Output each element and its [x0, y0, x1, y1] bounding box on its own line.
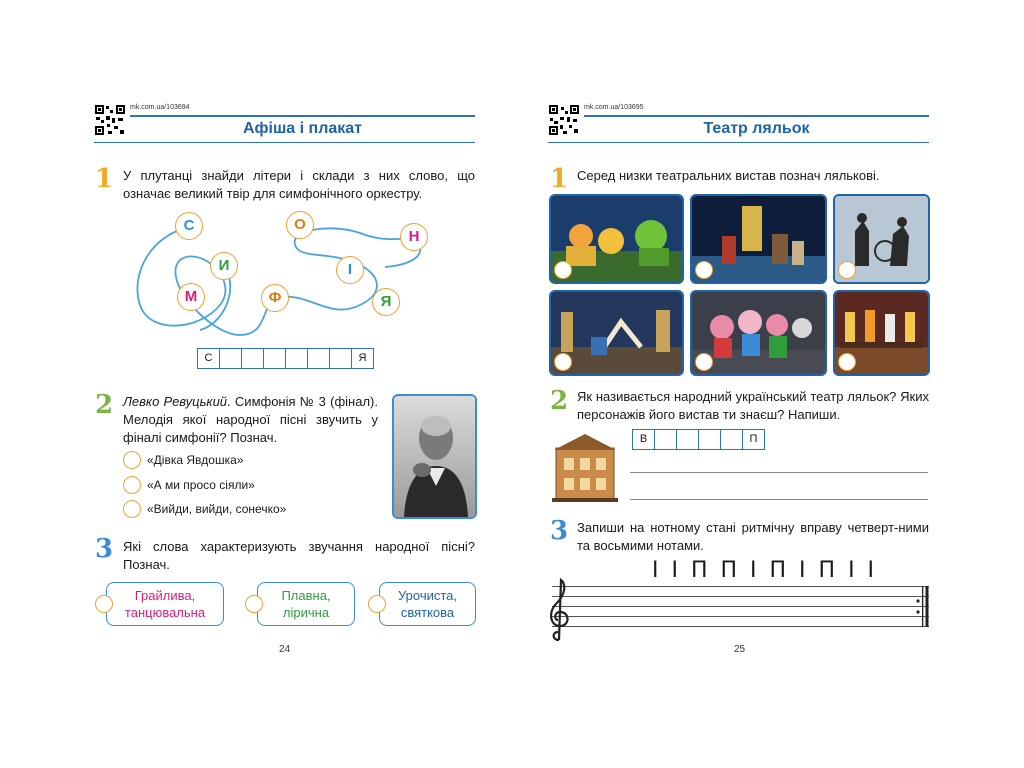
card-line: Плавна, [281, 588, 331, 603]
answer-cell[interactable] [329, 348, 352, 369]
header-line [584, 115, 929, 117]
rhythm-pattern: I I П П I П I П I I [652, 558, 878, 583]
answer-cell[interactable] [698, 429, 721, 450]
theatre-photo [690, 290, 827, 376]
answer-line[interactable] [630, 472, 928, 473]
task-number: 2 [95, 390, 114, 420]
select-circle[interactable] [695, 353, 713, 371]
right-page [512, 0, 1024, 768]
letter-circle: Я [372, 288, 400, 316]
final-barline [916, 586, 930, 628]
option-checkbox[interactable] [368, 595, 386, 613]
staff-line [552, 616, 929, 617]
option-checkbox[interactable] [123, 451, 141, 469]
answer-cell[interactable] [307, 348, 330, 369]
staff-line [552, 606, 929, 607]
option-checkbox[interactable] [95, 595, 113, 613]
option-label: «А ми просо сіяли» [147, 478, 255, 492]
composer-portrait [392, 394, 477, 519]
header-line [94, 142, 475, 143]
letter-circle: І [336, 256, 364, 284]
answer-line[interactable] [630, 499, 928, 500]
header-line [130, 115, 475, 117]
qr-code-icon [548, 104, 580, 136]
card-line: Грайлива, [134, 588, 196, 603]
task-text: Як називається народний український театр ляльок? Яких персонажів його вистав ти знаєш? Напиши. [577, 389, 929, 422]
letter-circle: С [175, 212, 203, 240]
task-number: 2 [550, 386, 569, 416]
qr-url: mk.com.ua/103694 [130, 104, 190, 111]
task-number: 1 [550, 164, 569, 194]
staff-line [552, 626, 929, 627]
letter-circle: Н [400, 223, 428, 251]
card-line: святкова [400, 605, 455, 620]
page-title: Афіша і плакат [242, 120, 363, 137]
letter-circle: М [177, 283, 205, 311]
option-checkbox[interactable] [123, 476, 141, 494]
answer-cell[interactable] [263, 348, 286, 369]
qr-url: mk.com.ua/103695 [584, 104, 644, 111]
task-question: . Симфонія № 3 (фінал). Мелодія якої народної пісні звучить у фіналі симфонії? Познач. [123, 394, 378, 445]
page-number: 25 [734, 644, 746, 655]
select-circle[interactable] [554, 261, 572, 279]
task-number: 3 [550, 516, 569, 546]
card-line: Урочиста, [397, 588, 458, 603]
characteristic-card[interactable] [379, 582, 476, 626]
letter-circle: И [210, 252, 238, 280]
task-number: 1 [95, 164, 114, 194]
answer-cell: В [632, 429, 655, 450]
card-text [380, 583, 475, 621]
puppet-theatre-house-icon [552, 430, 618, 502]
card-text [258, 583, 354, 621]
card-line: лірична [282, 605, 330, 620]
card-text [107, 583, 223, 621]
composer-name: Левко Ревуцький [123, 394, 228, 409]
task-text: У плутанці знайди літери і склади з них слово, що означає великий твір для симфонічного оркестру. [123, 168, 475, 201]
answer-cell: П [742, 429, 765, 450]
treble-clef-icon [544, 576, 574, 642]
answer-cell[interactable] [241, 348, 264, 369]
task-number: 3 [95, 534, 114, 564]
theatre-photo [833, 290, 930, 376]
qr-code-icon [94, 104, 126, 136]
option-label: «Дівка Явдошка» [147, 453, 244, 467]
option-checkbox[interactable] [245, 595, 263, 613]
select-circle[interactable] [695, 261, 713, 279]
page-title: Театр ляльок [703, 120, 810, 137]
answer-cell[interactable] [676, 429, 699, 450]
header-line [548, 142, 929, 143]
letter-circle: О [286, 211, 314, 239]
characteristic-card[interactable] [106, 582, 224, 626]
characteristic-card[interactable] [257, 582, 355, 626]
task-text: Які слова характеризують звучання народної пісні? Познач. [123, 539, 475, 572]
theatre-photo [549, 194, 684, 284]
theatre-photo [833, 194, 930, 284]
answer-cell[interactable] [720, 429, 743, 450]
task-text: Запиши на нотному стані ритмічну вправу четверт-ними та восьмими нотами. [577, 520, 929, 553]
task-text [123, 393, 378, 447]
answer-word-box[interactable] [633, 429, 765, 450]
staff-line [552, 596, 929, 597]
task-text: Серед низки театральних вистав познач лялькові. [577, 168, 880, 183]
letter-circle: Ф [261, 284, 289, 312]
card-line: танцювальна [124, 605, 206, 620]
staff-line [552, 586, 929, 587]
select-circle[interactable] [838, 261, 856, 279]
theatre-photo [690, 194, 827, 284]
option-label: «Вийди, вийди, сонечко» [147, 502, 287, 516]
answer-cell[interactable] [285, 348, 308, 369]
theatre-photo [549, 290, 684, 376]
select-circle[interactable] [838, 353, 856, 371]
answer-word-box[interactable] [198, 348, 374, 369]
page-number: 24 [279, 644, 291, 655]
select-circle[interactable] [554, 353, 572, 371]
option-checkbox[interactable] [123, 500, 141, 518]
answer-cell[interactable] [219, 348, 242, 369]
answer-cell: С [197, 348, 220, 369]
answer-cell: Я [351, 348, 374, 369]
answer-cell[interactable] [654, 429, 677, 450]
